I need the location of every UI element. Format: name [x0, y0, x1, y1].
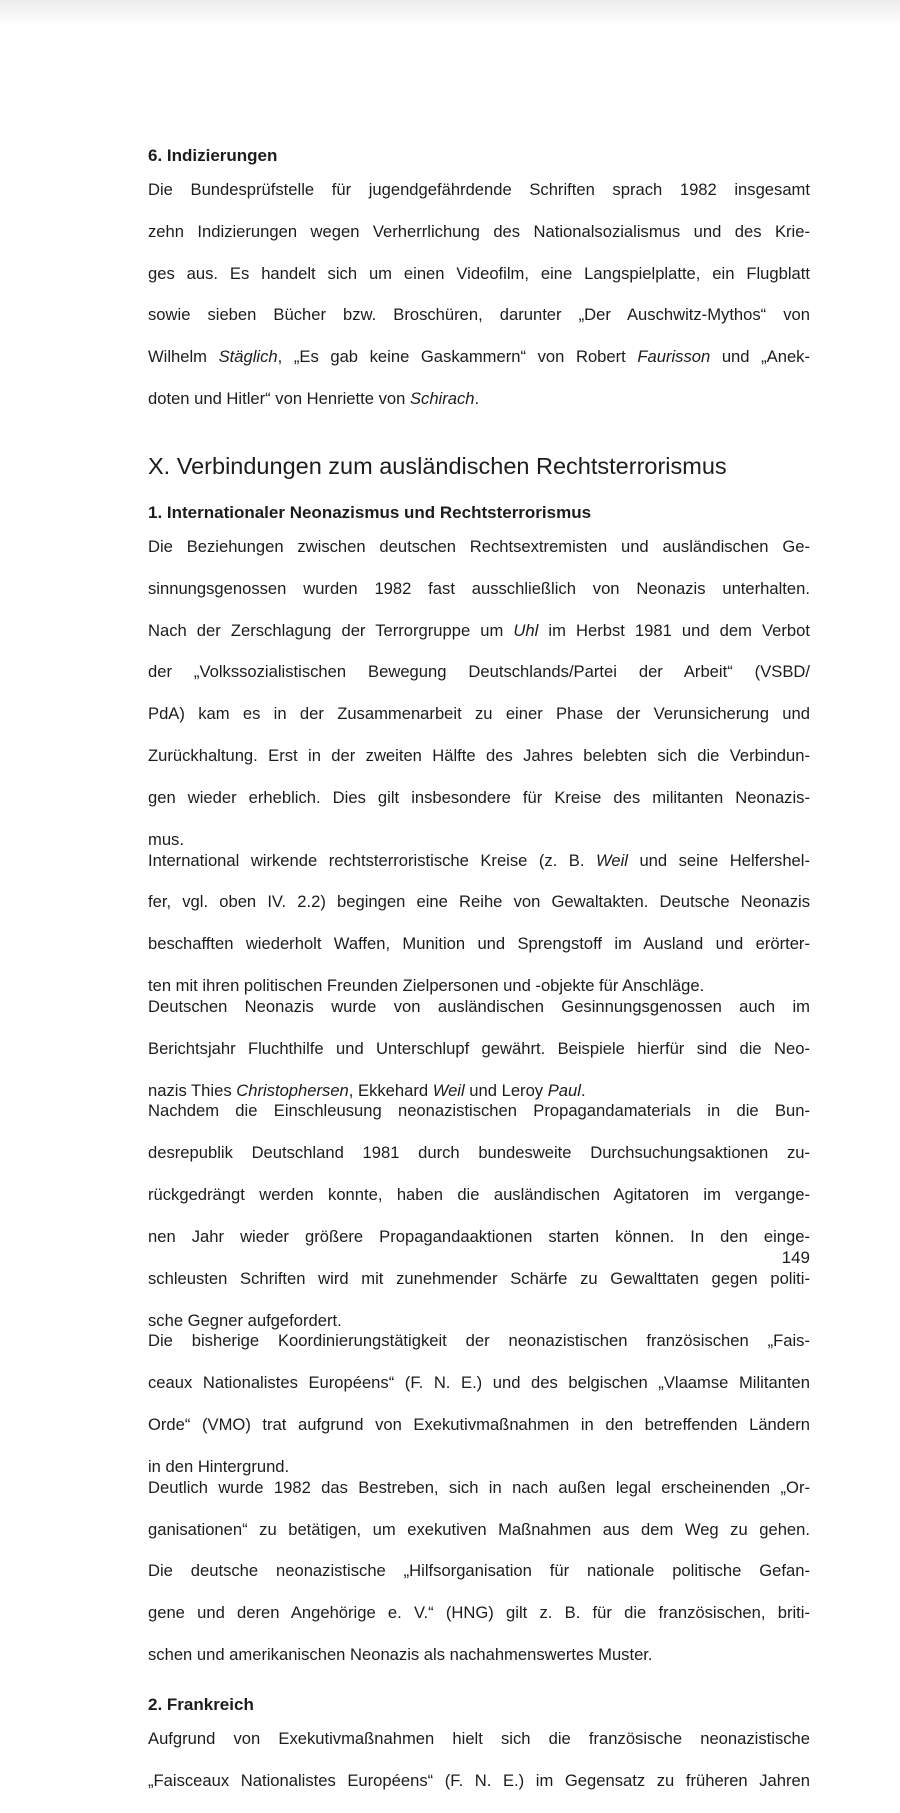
chapter-heading: X. Verbindungen zum ausländischen Rechtsterrorismus	[148, 452, 727, 479]
text-line: sinnungsgenossen wurden 1982 fast ausschließlich von Neonazis unterhalten.	[148, 578, 810, 598]
text-line: Wilhelm Stäglich, „Es gab keine Gaskammern“ von Robert Faurisson und „Anek-	[148, 347, 810, 367]
person-name: Weil	[432, 1080, 465, 1100]
text-line: ten mit ihren politischen Freunden Zielpersonen und -objekte für Anschläge.	[148, 976, 705, 995]
author-name: Stäglich	[218, 347, 278, 367]
section-heading-international: 1. Internationaler Neonazismus und Rechtsterrorismus	[148, 502, 592, 522]
text-line: desrepublik Deutschland 1981 durch bundesweite Durchsuchungsaktionen zu-	[148, 1143, 810, 1163]
text-line: rückgedrängt werden konnte, haben die ausländischen Agitatoren im vergange-	[148, 1185, 810, 1205]
scan-top-shading	[0, 0, 900, 26]
text-line: der „Volkssozialistischen Bewegung Deutschlands/Partei der Arbeit“ (VSBD/	[148, 662, 810, 682]
text-line: PdA) kam es in der Zusammenarbeit zu einer Phase der Verunsicherung und	[148, 704, 810, 724]
text-line: beschafften wiederholt Waffen, Munition und Sprengstoff im Ausland und erörter-	[148, 934, 810, 954]
section-heading-frankreich: 2. Frankreich	[148, 1694, 254, 1714]
text-line: Die Beziehungen zwischen deutschen Rechtsextremisten und ausländischen Ge-	[148, 536, 810, 556]
paragraph-frankreich	[148, 1729, 810, 1813]
paragraph-terroristische-kreise	[148, 851, 810, 997]
text-line: sche Gegner aufgefordert.	[148, 1310, 342, 1330]
text-line: doten und Hitler“ von Henriette von Schirach.	[148, 389, 480, 409]
text-line: sowie sieben Bücher bzw. Broschüren, darunter „Der Auschwitz-Mythos“ von	[148, 305, 810, 325]
text-line: in den Hintergrund.	[148, 1456, 290, 1476]
paragraph-fluchthilfe	[148, 997, 810, 1102]
paragraph-organisationen	[148, 1478, 810, 1666]
text-line: International wirkende rechtsterroristische Kreise (z. B. Weil und seine Helfershel-	[148, 850, 810, 870]
person-name: Uhl	[513, 620, 539, 640]
text-line: Die bisherige Koordinierungstätigkeit der neonazistischen französischen „Fais-	[148, 1331, 810, 1351]
text-line: gene und deren Angehörige e. V.“ (HNG) gilt z. B. für die französischen, briti-	[148, 1603, 810, 1623]
text-line: ganisationen“ zu betätigen, um exekutiven Maßnahmen aus dem Weg zu gehen.	[148, 1519, 810, 1539]
text-line: gen wieder erheblich. Dies gilt insbesondere für Kreise des militanten Neonazis-	[148, 787, 810, 807]
text-line: schen und amerikanischen Neonazis als nachahmenswertes Muster.	[148, 1645, 653, 1664]
text-line: Orde“ (VMO) trat aufgrund von Exekutivmaßnahmen in den betreffenden Ländern	[148, 1415, 810, 1435]
text-line: zehn Indizierungen wegen Verherrlichung des Nationalsozialismus und des Krie-	[148, 221, 810, 241]
person-name: Christophersen	[236, 1080, 349, 1100]
text-line: ges aus. Es handelt sich um einen Videofilm, eine Langspielplatte, ein Flugblatt	[148, 263, 810, 283]
text-line: fer, vgl. oben IV. 2.2) begingen eine Reihe von Gewaltakten. Deutsche Neonazis	[148, 892, 810, 912]
text-line: schleusten Schriften wird mit zunehmender Schärfe zu Gewalttaten gegen politi-	[148, 1268, 810, 1288]
paragraph-indizierungen	[148, 180, 810, 410]
text-line: Deutschen Neonazis wurde von ausländischen Gesinnungsgenossen auch im	[148, 996, 810, 1016]
author-name: Schirach	[409, 389, 475, 409]
text-line: Deutlich wurde 1982 das Bestreben, sich in nach außen legal erscheinenden „Or-	[148, 1477, 810, 1497]
text-line: „Faisceaux Nationalistes Européens“ (F. N. E.) im Gegensatz zu früheren Jahren	[148, 1770, 810, 1790]
section-heading-indizierungen: 6. Indizierungen	[148, 146, 278, 165]
text-line: ceaux Nationalistes Européens“ (F. N. E.) und des belgischen „Vlaamse Militanten	[148, 1373, 810, 1393]
text-line: Nach der Zerschlagung der Terrorgruppe um Uhl im Herbst 1981 und dem Verbot	[148, 620, 810, 640]
paragraph-propaganda	[148, 1101, 810, 1331]
paragraph-beziehungen	[148, 537, 810, 851]
author-name: Faurisson	[637, 347, 711, 367]
page-number: 149	[781, 1248, 810, 1267]
person-name: Weil	[595, 850, 628, 870]
text-line: Zurückhaltung. Erst in der zweiten Hälfte des Jahres belebten sich die Verbindun-	[148, 746, 810, 766]
paragraph-koordinierung	[148, 1331, 810, 1477]
text-line: Berichtsjahr Fluchthilfe und Unterschlupf gewährt. Beispiele hierfür sind die Neo-	[148, 1038, 810, 1058]
document-page	[148, 144, 810, 1813]
text-line: Aufgrund von Exekutivmaßnahmen hielt sich die französische neonazistische	[148, 1728, 810, 1748]
text-line: Die deutsche neonazistische „Hilfsorganisation für nationale politische Gefan-	[148, 1561, 810, 1581]
person-name: Paul	[547, 1080, 581, 1100]
text-line: mus.	[148, 829, 184, 849]
text-line: Die Bundesprüfstelle für jugendgefährdende Schriften sprach 1982 insgesamt	[148, 180, 810, 199]
text-line: nazis Thies Christophersen, Ekkehard Weil und Leroy Paul.	[148, 1080, 586, 1100]
text-line: nen Jahr wieder größere Propagandaaktionen starten können. In den einge-	[148, 1226, 810, 1246]
text-line: Nachdem die Einschleusung neonazistischen Propagandamaterials in die Bun-	[148, 1101, 810, 1121]
